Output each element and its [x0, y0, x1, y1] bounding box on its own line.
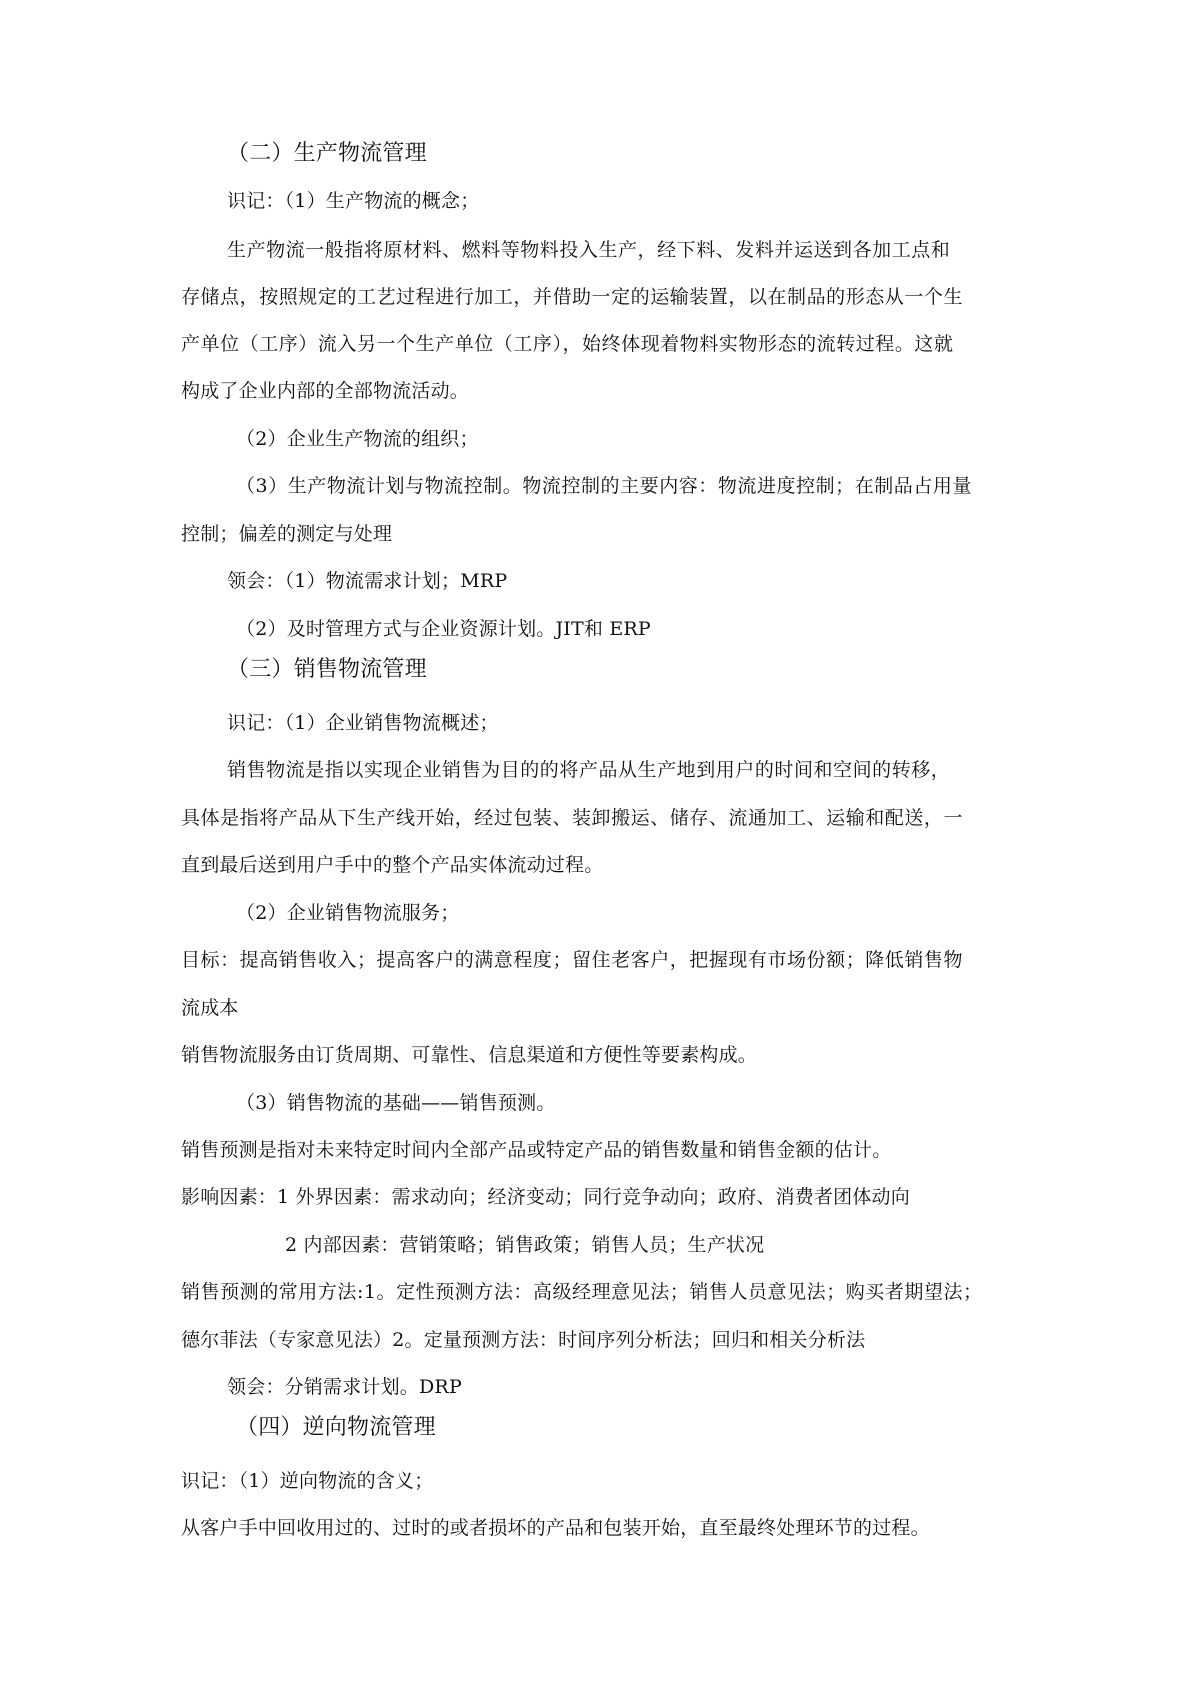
understand-item-1: 领会：（1）物流需求计划；MRP	[227, 570, 508, 592]
section-heading-reverse-logistics: （四）逆向物流管理	[236, 1415, 436, 1440]
paragraph-line: 影响因素：1 外界因素：需求动向；经济变动；同行竞争动向；政府、消费者团体动向	[181, 1186, 910, 1208]
paragraph-line: 德尔菲法（专家意见法）2。定量预测方法：时间序列分析法；回归和相关分析法	[181, 1329, 866, 1351]
section-heading-sales-logistics: （三）销售物流管理	[227, 657, 427, 682]
paragraph-line: 构成了企业内部的全部物流活动。	[181, 380, 470, 402]
paragraph-line: 流成本	[181, 997, 239, 1019]
understand-item-2: （2）及时管理方式与企业资源计划。JIT和 ERP	[236, 618, 651, 640]
memorize-item-3: （3）生产物流计划与物流控制。物流控制的主要内容：物流进度控制；在制品占用量	[236, 475, 972, 497]
paragraph-line: 销售物流服务由订货周期、可靠性、信息渠道和方便性等要素构成。	[181, 1044, 758, 1066]
memorize-item-2: （2）企业生产物流的组织；	[236, 428, 479, 450]
paragraph-line: 生产物流一般指将原材料、燃料等物料投入生产，经下料、发料并运送到各加工点和	[227, 239, 951, 261]
memorize-item-1: 识记：（1）生产物流的概念；	[227, 190, 480, 212]
paragraph-line: 具体是指将产品从下生产线开始，经过包装、装卸搬运、储存、流通加工、运输和配送，一	[181, 807, 964, 829]
paragraph-line: 目标：提高销售收入；提高客户的满意程度；留住老客户，把握现有市场份额；降低销售物	[181, 949, 964, 971]
memorize-item-1: 识记：（1）企业销售物流概述；	[227, 712, 499, 734]
paragraph-line: 存储点，按照规定的工艺过程进行加工，并借助一定的运输装置，以在制品的形态从一个生	[181, 286, 964, 308]
paragraph-line: 2 内部因素：营销策略；销售政策；销售人员；生产状况	[285, 1234, 765, 1256]
paragraph-line: 直到最后送到用户手中的整个产品实体流动过程。	[181, 854, 604, 876]
paragraph-line: 控制；偏差的测定与处理	[181, 523, 393, 545]
memorize-item-2: （2）企业销售物流服务；	[236, 902, 460, 924]
paragraph-line: 销售预测是指对未来特定时间内全部产品或特定产品的销售数量和销售金额的估计。	[181, 1139, 892, 1161]
paragraph-line: 销售预测的常用方法:1。定性预测方法：高级经理意见法；销售人员意见法；购买者期望法；	[181, 1281, 983, 1303]
paragraph-line: 从客户手中回收用过的、过时的或者损坏的产品和包装开始，直至最终处理环节的过程。	[181, 1517, 930, 1539]
understand-item-1: 领会：分销需求计划。DRP	[227, 1376, 462, 1398]
memorize-item-3: （3）销售物流的基础——销售预测。	[236, 1092, 556, 1114]
section-heading-production-logistics: （二）生产物流管理	[227, 141, 427, 166]
memorize-item-1: 识记：（1）逆向物流的含义；	[181, 1470, 434, 1492]
paragraph-line: 销售物流是指以实现企业销售为目的的将产品从生产地到用户的时间和空间的转移，	[227, 759, 951, 781]
paragraph-line: 产单位（工序）流入另一个生产单位（工序），始终体现着物料实物形态的流转过程。这就	[181, 333, 954, 355]
